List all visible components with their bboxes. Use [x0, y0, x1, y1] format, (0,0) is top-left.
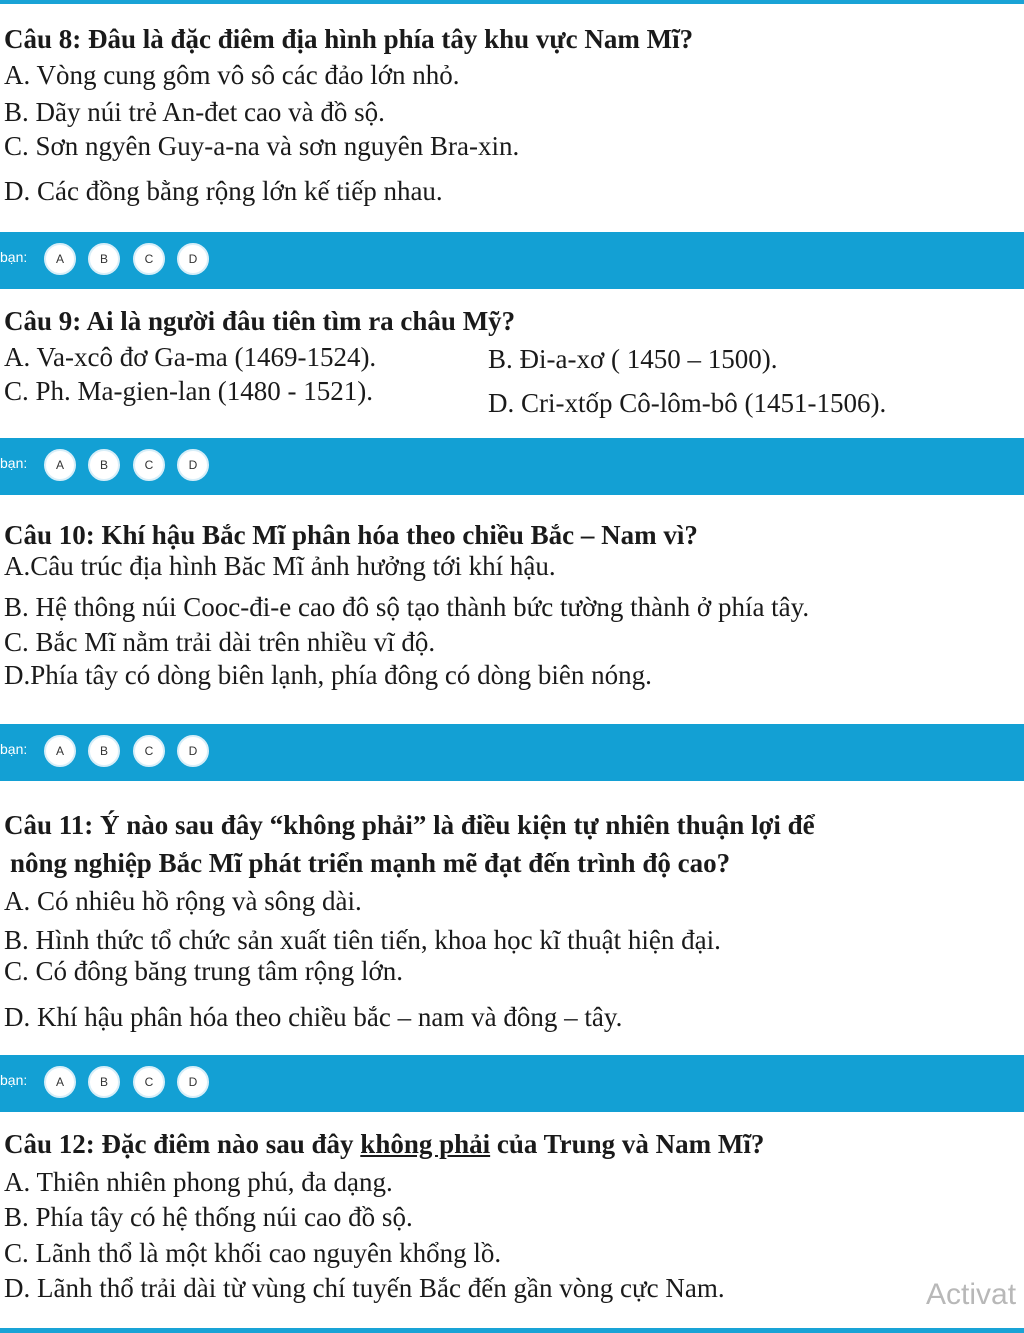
- answer-bar-q11: [0, 1055, 1024, 1112]
- question-9-option-a: A. Va-xcô đơ Ga-ma (1469-1524).: [4, 342, 377, 372]
- question-8-option-b: B. Dãy núi trẻ An-đet cao và đồ sộ.: [4, 97, 385, 127]
- question-9-title: Câu 9: Ai là người đâu tiên tìm ra châu Mỹ?: [4, 306, 516, 336]
- answer-c-button[interactable]: C: [133, 243, 165, 275]
- question-10-option-b: B. Hệ thông núi Cooc-đi-e cao đô sộ tạo thành bức tường thành ở phía tây.: [4, 592, 810, 622]
- question-9-option-c: C. Ph. Ma-gien-lan (1480 - 1521).: [4, 376, 373, 406]
- answer-a-button[interactable]: A: [44, 1066, 76, 1098]
- question-12-title-post: của Trung và Nam Mĩ?: [490, 1129, 765, 1159]
- question-10-option-a: A.Câu trúc địa hình Băc Mĩ ảnh hưởng tới khí hậu.: [4, 551, 556, 581]
- answer-d-button[interactable]: D: [177, 735, 209, 767]
- answer-a-button[interactable]: A: [44, 735, 76, 767]
- answer-d-button[interactable]: D: [177, 243, 209, 275]
- question-8-option-c: C. Sơn ngyên Guy-a-na và sơn nguyên Bra-xin.: [4, 131, 520, 161]
- question-11-option-b: B. Hình thức tổ chức sản xuất tiên tiến, khoa học kĩ thuật hiện đại.: [4, 925, 721, 955]
- answer-bar-label: bạn:: [0, 741, 28, 757]
- answer-bar-q10: [0, 724, 1024, 781]
- question-12-option-b: B. Phía tây có hệ thống núi cao đồ sộ.: [4, 1202, 413, 1232]
- answer-bar-q9: [0, 438, 1024, 495]
- question-11-option-a: A. Có nhiêu hồ rộng và sông dài.: [4, 886, 362, 916]
- question-10-title: Câu 10: Khí hậu Bắc Mĩ phân hóa theo chiều Bắc – Nam vì?: [4, 520, 698, 550]
- question-12-title-underlined: không phải: [360, 1129, 491, 1159]
- question-12-option-d: D. Lãnh thổ trải dài từ vùng chí tuyến Bắc đến gần vòng cực Nam.: [4, 1273, 725, 1303]
- answer-c-button[interactable]: C: [133, 449, 165, 481]
- question-12-title-pre: Câu 12: Đặc điêm nào sau đây: [4, 1129, 361, 1159]
- question-12-title: [4, 1127, 764, 1161]
- answer-c-button[interactable]: C: [133, 1066, 165, 1098]
- answer-d-button[interactable]: D: [177, 449, 209, 481]
- question-8-option-a: A. Vòng cung gôm vô sô các đảo lớn nhỏ.: [4, 60, 460, 90]
- answer-c-button[interactable]: C: [133, 735, 165, 767]
- question-8-title: Câu 8: Đâu là đặc điêm địa hình phía tây khu vực Nam Mĩ?: [4, 24, 694, 54]
- activation-watermark: Activat: [926, 1278, 1017, 1311]
- bottom-border: [0, 1328, 1024, 1333]
- top-border: [0, 0, 1024, 4]
- answer-bar-label: bạn:: [0, 1072, 28, 1088]
- answer-d-button[interactable]: D: [177, 1066, 209, 1098]
- answer-bar-q8: [0, 232, 1024, 289]
- question-11-option-d: D. Khí hậu phân hóa theo chiều bắc – nam và đông – tây.: [4, 1002, 623, 1032]
- question-12-option-c: C. Lãnh thổ là một khối cao nguyên khổng lồ.: [4, 1238, 502, 1268]
- question-11-title-line2: nông nghiệp Bắc Mĩ phát triển mạnh mẽ đạt đến trình độ cao?: [10, 848, 731, 878]
- answer-bar-label: bạn:: [0, 455, 28, 471]
- answer-bar-label: bạn:: [0, 249, 28, 265]
- question-10-option-d: D.Phía tây có dòng biên lạnh, phía đông có dòng biên nóng.: [4, 660, 652, 690]
- answer-b-button[interactable]: B: [88, 735, 120, 767]
- question-11-title-line1: Câu 11: Ý nào sau đây “không phải” là điều kiện tự nhiên thuận lợi để: [4, 810, 815, 840]
- answer-a-button[interactable]: A: [44, 449, 76, 481]
- answer-b-button[interactable]: B: [88, 243, 120, 275]
- question-8-option-d: D. Các đồng bằng rộng lớn kế tiếp nhau.: [4, 176, 443, 206]
- question-11-option-c: C. Có đông băng trung tâm rộng lớn.: [4, 956, 404, 986]
- answer-a-button[interactable]: A: [44, 243, 76, 275]
- answer-b-button[interactable]: B: [88, 1066, 120, 1098]
- question-12-option-a: A. Thiên nhiên phong phú, đa dạng.: [4, 1167, 393, 1197]
- question-9-option-d: D. Cri-xtốp Cô-lôm-bô (1451-1506).: [488, 388, 887, 418]
- question-9-option-b: B. Đi-a-xơ ( 1450 – 1500).: [488, 344, 778, 374]
- answer-b-button[interactable]: B: [88, 449, 120, 481]
- question-10-option-c: C. Bắc Mĩ nằm trải dài trên nhiều vĩ độ.: [4, 627, 436, 657]
